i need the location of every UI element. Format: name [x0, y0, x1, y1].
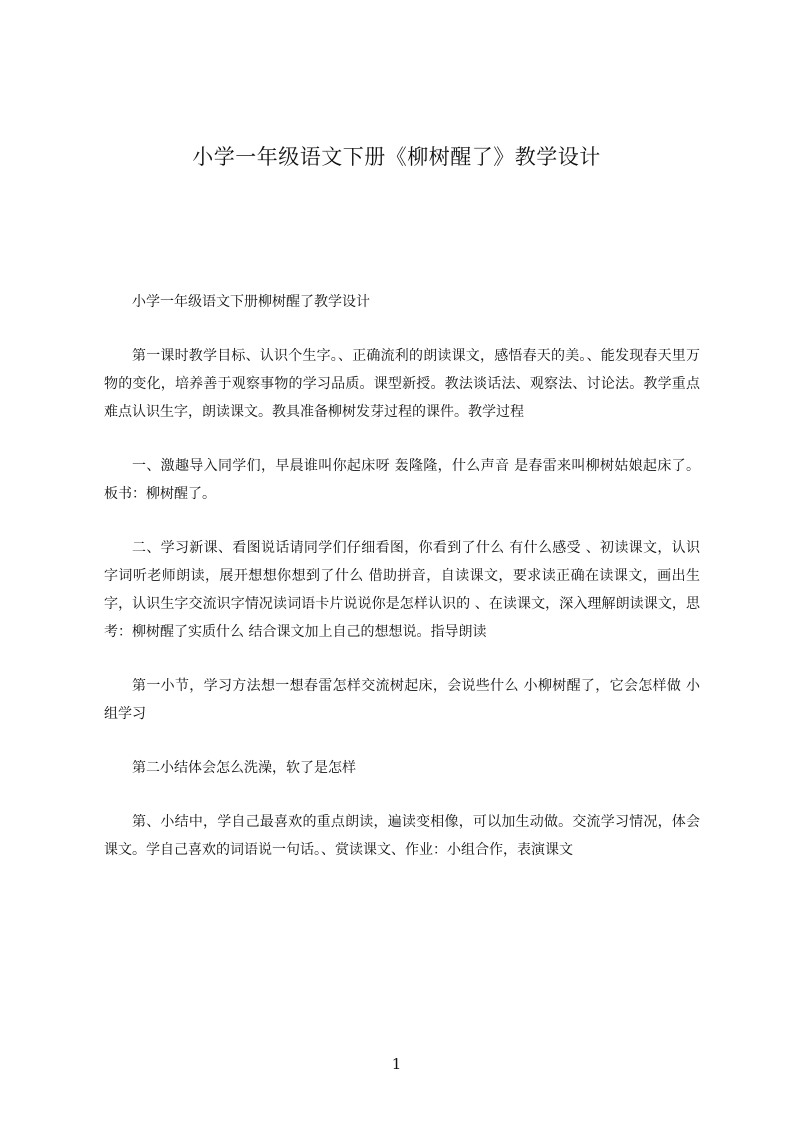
new-lesson-paragraph: 二、学习新课、看图说话请同学们仔细看图，你看到了什么 有什么感受 、初读课文，认识字词听老师朗读，展开想想你想到了什么 借助拼音，自读课文，要求读正确在读课文，画出生字，认识生字交流识字情况读词语卡片说说你是怎样认识的 、在读课文，深入理解朗读课文，思考：柳树醒了实质什么 结合课文加上自己的想想说。指导朗读 — [104, 540, 700, 640]
third-section-paragraph: 第、小结中，学自己最喜欢的重点朗读，遍读变相像，可以加生动做。交流学习情况，体会课文。学自己喜欢的词语说一句话。、赏读课文、作业：小组合作，表演课文 — [104, 814, 700, 858]
subtitle-paragraph: 小学一年级语文下册柳树醒了教学设计 — [132, 294, 370, 310]
page-number: 1 — [391, 1055, 402, 1073]
first-section-paragraph: 第一小节，学习方法想一想春雷怎样交流树起床，会说些什么 小柳树醒了，它会怎样做 小组学习 — [104, 678, 700, 722]
introduction-paragraph: 一、激趣导入同学们，早晨谁叫你起床呀 轰隆隆，什么声音 是春雷来叫柳树姑娘起床了。板书：柳树醒了。 — [104, 458, 700, 502]
document-body — [104, 288, 700, 864]
second-section-paragraph: 第二小结体会怎么洗澡，软了是怎样 — [132, 760, 356, 776]
document-title: 小学一年级语文下册《柳树醒了》教学设计 — [192, 145, 601, 169]
objectives-paragraph: 第一课时教学目标、认识个生字。、正确流利的朗读课文，感悟春天的美。、能发现春天里万物的变化，培养善于观察事物的学习品质。课型新授。教法谈话法、观察法、讨论法。教学重点难点认识生字，朗读课文。教具准备柳树发芽过程的课件。教学过程 — [104, 348, 700, 420]
